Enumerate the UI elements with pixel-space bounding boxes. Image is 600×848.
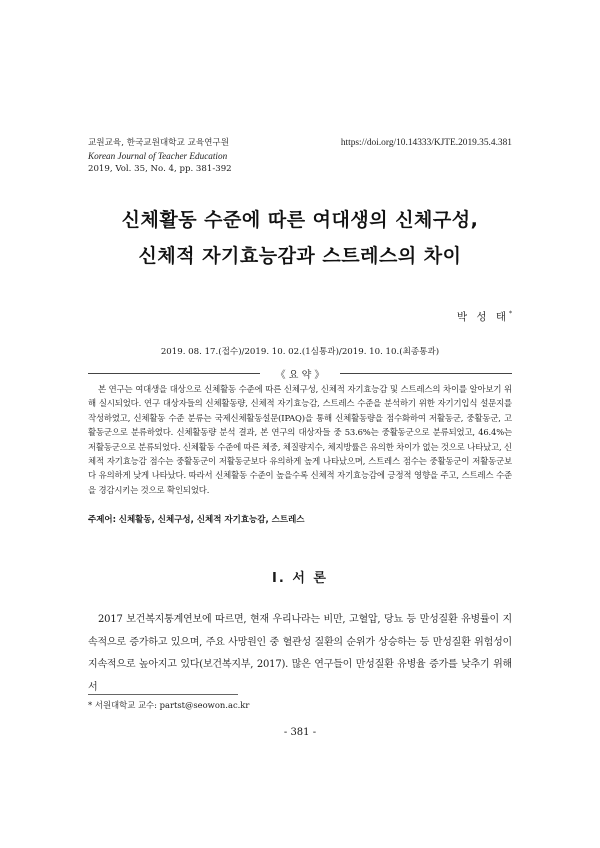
keywords-list: 신체활동, 신체구성, 신체적 자기효능감, 스트레스 (118, 515, 305, 525)
summary-heading (88, 367, 512, 379)
title-line-1: 신체활동 수준에 따른 여대생의 신체구성, (121, 209, 479, 231)
review-dates: 2019. 08. 17.(접수)/2019. 10. 02.(1심통과)/2019. 10. 10.(최종통과) (160, 347, 440, 357)
keywords-label: 주제어: (88, 515, 117, 525)
journal-header (88, 137, 232, 176)
summary-rule-right (340, 373, 512, 374)
abstract-text: 본 연구는 여대생을 대상으로 신체활동 수준에 따른 신체구성, 신체적 자기효능감 및 스트레스의 차이를 알아보기 위해 실시되었다. 연구 대상자들의 신체활동량, 신체적 자기효능감, 스트레스 수준을 분석하기 위한 자기기입식 설문지를 작성하였고, 신체활동 수준 분류는 국제신체활동설문(IPAQ)을 통해 신체활동량을 점수화하여 저활동군, 중활동군, 고활동군으로 분류하였다. 신체활동량 분석 결과, 본 연구의 대상자들 중 53.6%는 중활동군으로 분류되었고, 46.4%는 저활동군으로 분류되었다. 신체활동 수준에 따른 체중, 체질량지수, 체지방률은 유의한 차이가 없는 것으로 나타났고, 신체적 자기효능감 점수는 중활동군이 저활동군보다 유의하게 높게 나타났으며, 스트레스 점수는 중활동군이 저활동군보다 유의하게 낮게 나타났다. 따라서 신체활동 수준이 높을수록 신체적 자기효능감에 긍정적 영향을 주고, 스트레스 수준을 경감시키는 것으로 확인되었다. (88, 384, 512, 495)
keywords (88, 513, 305, 525)
author-name: 박 성 태 (456, 311, 509, 323)
summary-label: 《 요 약 》 (275, 370, 325, 381)
footnote: * 서원대학교 교수: partst@seowon.ac.kr (88, 700, 250, 710)
body-paragraph: 2017 보건복지통계연보에 따르면, 현재 우리나라는 비만, 고혈압, 당뇨 등 만성질환 유병률이 지속적으로 증가하고 있으며, 주요 사망원인 중 혈관성 질환의 순위가 상승하는 등 만성질환 위험성이 지속적으로 높아지고 있다(보건복지부, 2017). 많은 연구들이 만성질환 유병율 증가를 낮추기 위해서 (88, 614, 512, 693)
paper-title (0, 202, 600, 274)
page-number: - 381 - (283, 727, 317, 738)
volume-info: 2019, Vol. 35, No. 4, pp. 381-392 (88, 164, 232, 174)
section-heading: I. 서 론 (272, 571, 328, 586)
title-line-2: 신체적 자기효능감과 스트레스의 차이 (138, 245, 462, 267)
doi-link[interactable]: https://doi.org/10.14333/KJTE.2019.35.4.381 (340, 138, 512, 148)
journal-name: Korean Journal of Teacher Education (88, 151, 228, 161)
author (457, 309, 512, 324)
footnote-divider (88, 694, 238, 695)
author-footnote-mark: * (509, 310, 512, 318)
publisher-text: 교원교육, 한국교원대학교 교육연구원 (88, 138, 230, 148)
